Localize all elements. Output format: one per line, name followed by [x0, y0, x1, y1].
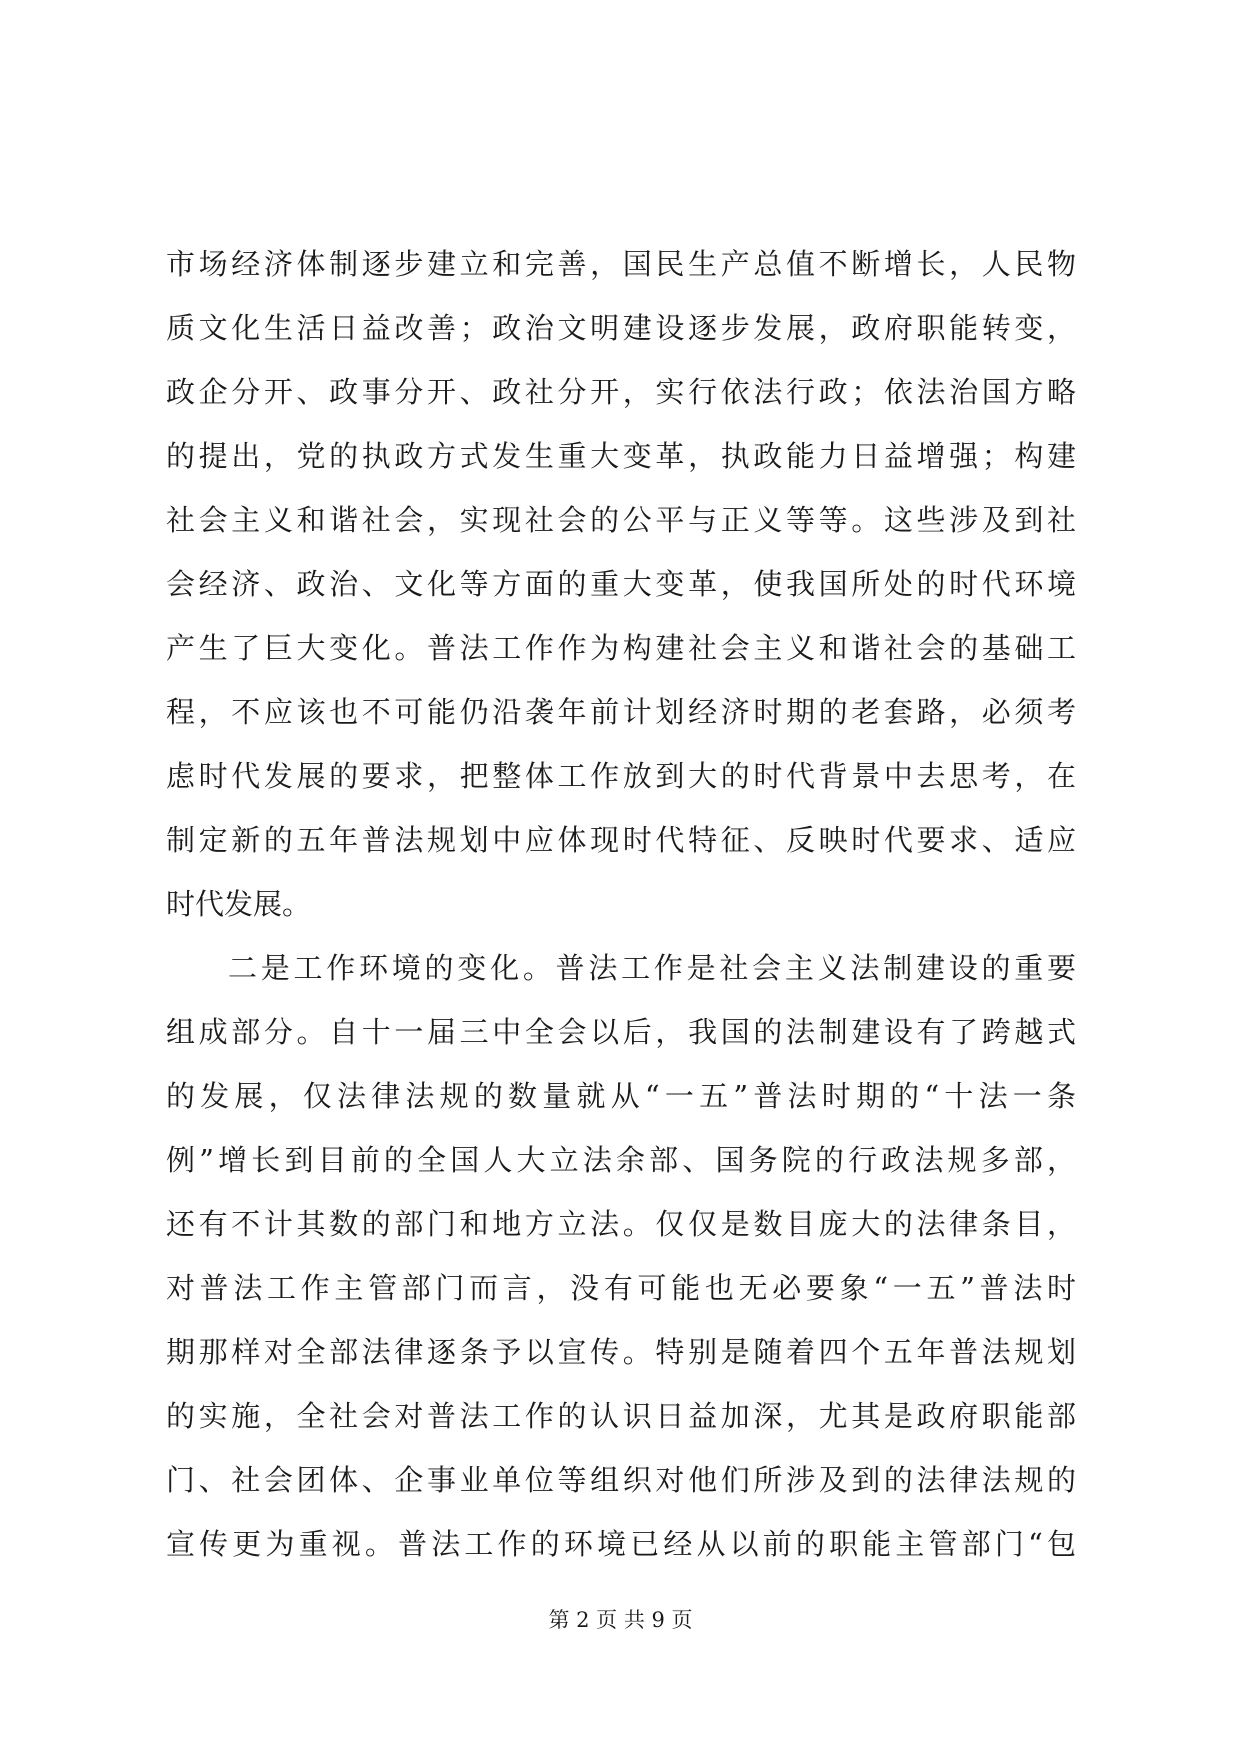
text-line: 虑时代发展的要求，把整体工作放到大的时代背景中去思考，在 — [166, 759, 1076, 793]
page-number: 第 2 页 共 9 页 — [548, 1608, 693, 1632]
text-line: 的发展，仅法律法规的数量就从“一五”普法时期的“十法一条 — [166, 1079, 1076, 1113]
paragraph-2 — [166, 936, 1076, 1576]
text-line: 的提出，党的执政方式发生重大变革，执政能力日益增强；构建 — [166, 439, 1076, 473]
text-line: 程，不应该也不可能仍沿袭年前计划经济时期的老套路，必须考 — [166, 695, 1076, 729]
text-line: 质文化生活日益改善；政治文明建设逐步发展，政府职能转变， — [166, 311, 1076, 345]
text-line: 门、社会团体、企事业单位等组织对他们所涉及到的法律法规的 — [166, 1463, 1076, 1497]
text-line: 对普法工作主管部门而言，没有可能也无必要象“一五”普法时 — [166, 1271, 1076, 1305]
text-line: 会经济、政治、文化等方面的重大变革，使我国所处的时代环境 — [166, 567, 1076, 601]
text-line: 时代发展。 — [166, 887, 312, 921]
text-line: 社会主义和谐社会，实现社会的公平与正义等等。这些涉及到社 — [166, 503, 1076, 537]
text-line: 市场经济体制逐步建立和完善，国民生产总值不断增长，人民物 — [166, 247, 1076, 281]
text-line: 组成部分。自十一届三中全会以后，我国的法制建设有了跨越式 — [166, 1015, 1076, 1049]
text-line: 产生了巨大变化。普法工作作为构建社会主义和谐社会的基础工 — [166, 631, 1076, 665]
text-line: 制定新的五年普法规划中应体现时代特征、反映时代要求、适应 — [166, 823, 1076, 857]
text-line: 期那样对全部法律逐条予以宣传。特别是随着四个五年普法规划 — [166, 1335, 1076, 1369]
page-footer — [0, 1604, 1241, 1634]
paragraph-1 — [166, 232, 1076, 936]
text-line: 二是工作环境的变化。普法工作是社会主义法制建设的重要 — [228, 951, 1076, 985]
text-line: 的实施，全社会对普法工作的认识日益加深，尤其是政府职能部 — [166, 1399, 1076, 1433]
text-line: 例”增长到目前的全国人大立法余部、国务院的行政法规多部， — [166, 1143, 1076, 1177]
text-line: 政企分开、政事分开、政社分开，实行依法行政；依法治国方略 — [166, 375, 1076, 409]
text-line: 还有不计其数的部门和地方立法。仅仅是数目庞大的法律条目， — [166, 1207, 1076, 1241]
document-body — [166, 232, 1076, 1576]
text-line: 宣传更为重视。普法工作的环境已经从以前的职能主管部门“包 — [166, 1527, 1076, 1561]
